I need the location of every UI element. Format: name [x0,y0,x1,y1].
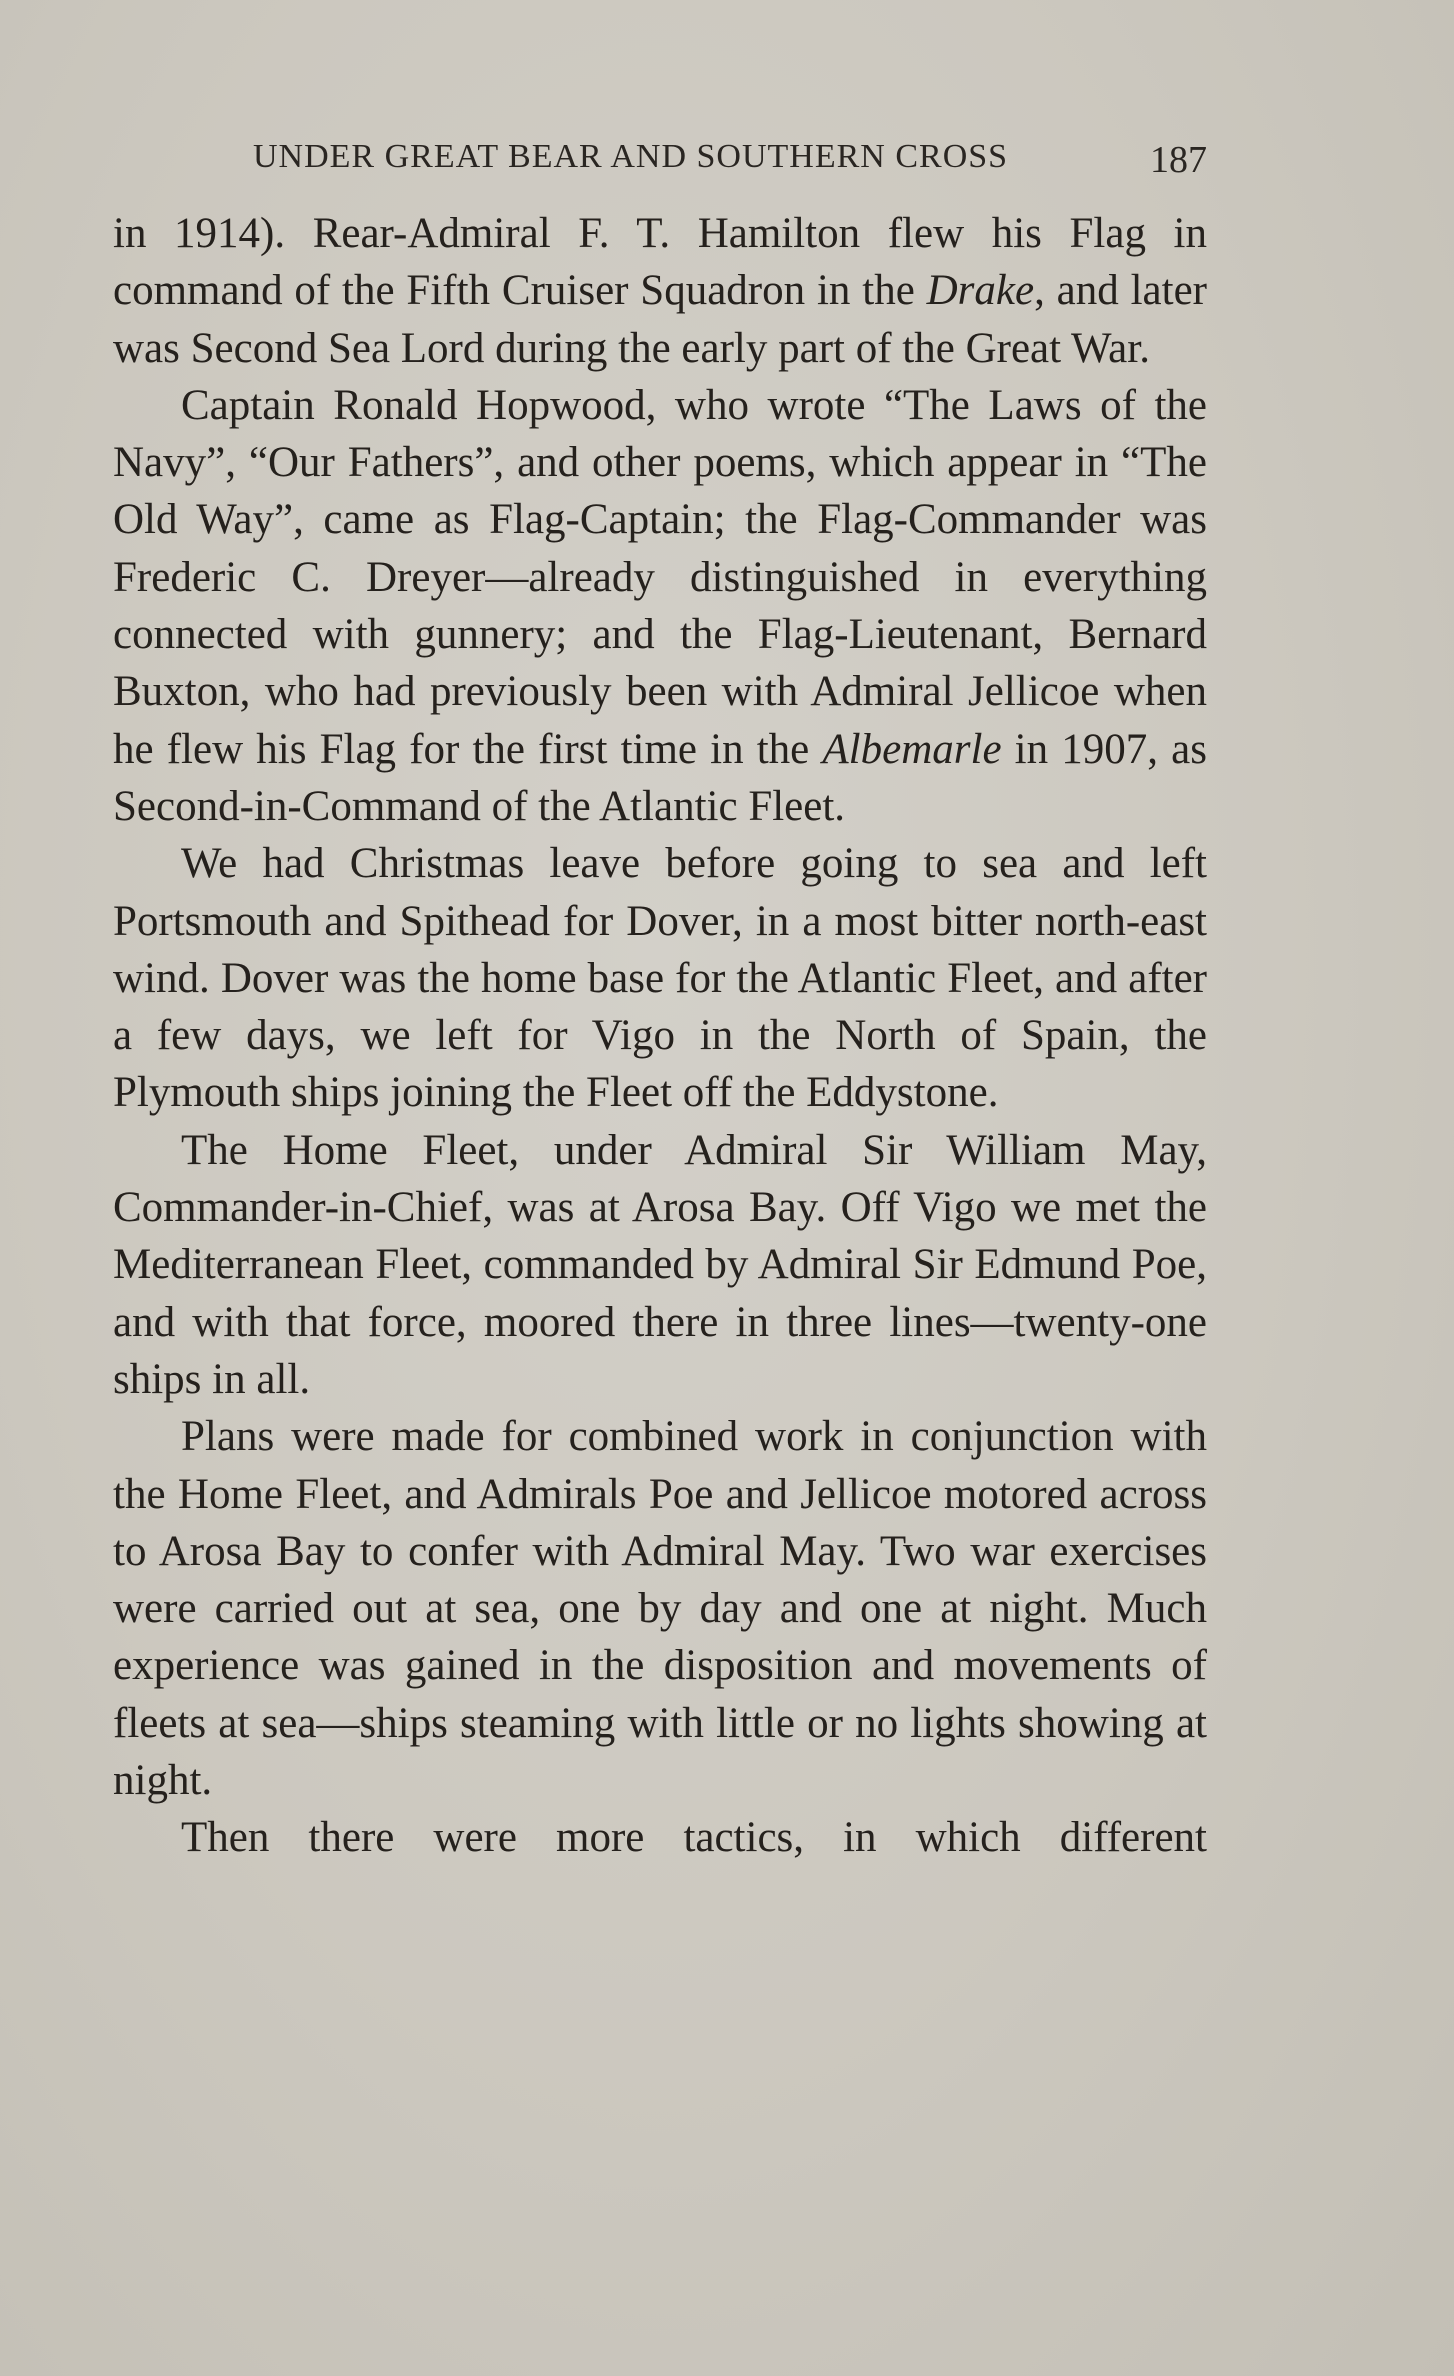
running-title: UNDER GREAT BEAR AND SOUTHERN CROSS [253,138,1009,175]
paragraph-hopwood [113,377,1207,835]
text-segment: Plans were made for combined work in conjunction with the Home Fleet, and Admirals Poe and Jellicoe motored across to Arosa Bay to confer with Admiral May. Two war exercises were carried out at sea, one by day and one at night. Much experience was gained in the disposition and movements of fleets at sea—ships steaming with little or no lights showing at night. [113,1413,1207,1805]
text-segment: in 1907, as Second-in-Command of the Atlantic Fleet. [113,725,1207,830]
paragraph-christmas-leave [113,835,1207,1121]
text-segment: Then there were more tactics, in which different [181,1814,1207,1862]
paragraph-combined-work [113,1408,1207,1809]
text-segment: , and later was Second Sea Lord during the early part of the Great War. [113,267,1207,372]
text-segment: We had Christmas leave before going to sea and left Portsmouth and Spithead for Dover, in a most bitter north-east wind. Dover was the home base for the Atlantic Fleet, and after a few days, we left for Vigo in the North of Spain, the Plymouth ships joining the Fleet off the Eddystone. [113,840,1207,1117]
page-number: 187 [1150,139,1207,181]
running-header [113,138,1207,186]
text-segment: The Home Fleet, under Admiral Sir William May, Commander-in-Chief, was at Arosa Bay. Off Vigo we met the Mediterranean Fleet, commanded by Admiral Sir Edmund Poe, and with that force, moored there in three lines—twenty-one ships in all. [113,1126,1207,1403]
text-segment: in 1914). Rear-Admiral F. T. Hamilton flew his Flag in command of the Fifth Cruiser Squadron in the [113,210,1207,315]
ship-name-albemarle: Albemarle [822,725,1002,773]
text-segment: Captain Ronald Hopwood, who wrote “The Laws of the Navy”, “Our Fathers”, and other poems, which appear in “The Old Way”, came as Flag-Captain; the Flag-Commander was Frederic C. Dreyer—already distinguished in everything connected with gunnery; and the Flag-Lieutenant, Bernard Buxton, who had previously been with Admiral Jellicoe when he flew his Flag for the first time in the [113,381,1207,773]
ship-name-drake: Drake [926,267,1035,315]
paragraph-home-fleet [113,1122,1207,1408]
body-text [113,205,1207,1867]
paragraph-hamilton [113,205,1207,377]
paragraph-tactics [113,1809,1207,1866]
